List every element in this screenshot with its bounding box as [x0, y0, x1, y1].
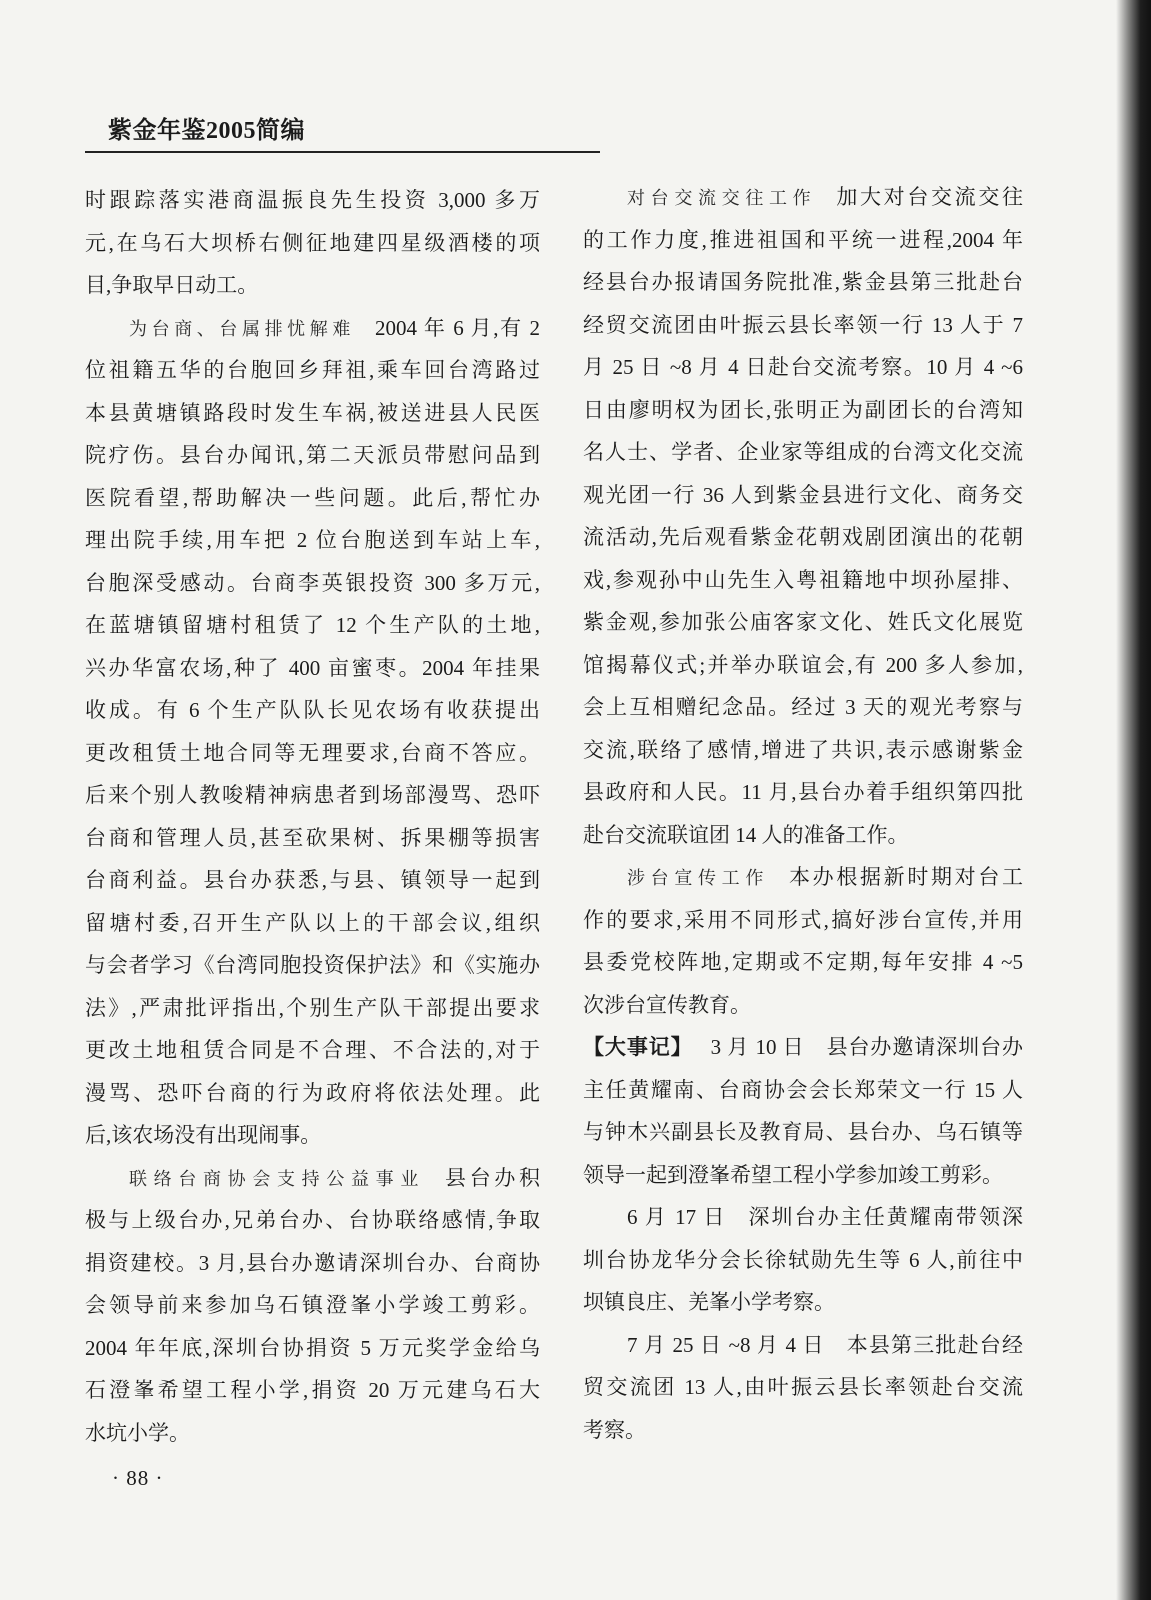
- line-text: 石澄峯希望工程小学,捐资 20 万元建乌石大: [85, 1378, 540, 1402]
- line-text: 戏,参观孙中山先生入粤祖籍地中坝孙屋排、: [583, 567, 1023, 592]
- line-text: 交流,联络了感情,增进了共识,表示感谢紫金: [583, 737, 1023, 762]
- text-line: [583, 941, 1023, 984]
- line-text: 2004 年 6 月,有 2: [374, 315, 541, 340]
- text-line: [583, 1366, 1023, 1409]
- line-text: 兴办华富农场,种了 400 亩蜜枣。2004 年挂果: [85, 655, 540, 680]
- line-text: 县政府和人民。11 月,县台办着手组织第四批: [583, 780, 1023, 804]
- text-line: [583, 771, 1023, 814]
- line-text: 圳台协龙华分会长徐轼勋先生等 6 人,前往中: [583, 1247, 1023, 1272]
- text-line: [583, 1154, 1023, 1197]
- line-text: 在蓝塘镇留塘村租赁了 12 个生产队的土地,: [85, 613, 540, 637]
- text-line: [583, 1196, 1023, 1239]
- line-text: 县台办积: [445, 1165, 540, 1190]
- line-text: 台胞深受感动。台商李英银投资 300 多万元,: [85, 570, 540, 595]
- text-line: [583, 346, 1023, 389]
- line-text: 与会者学习《台湾同胞投资保护法》和《实施办: [85, 953, 540, 977]
- line-text: 捐资建校。3 月,县台办邀请深圳台办、台商协: [85, 1250, 540, 1275]
- line-text: 深圳台办主任黄耀南带领深: [748, 1205, 1023, 1229]
- text-line: [85, 944, 540, 987]
- line-text: 馆揭幕仪式;并举办联谊会,有 200 多人参加,: [583, 652, 1023, 677]
- text-line: [583, 644, 1023, 687]
- text-line: [85, 477, 540, 520]
- line-text: 加大对台交流交往: [836, 185, 1024, 209]
- text-line: [85, 689, 540, 732]
- line-text: 更改土地租赁合同是不合理、不合法的,对于: [85, 1038, 540, 1062]
- line-text: 主任黄耀南、台商协会会长郑荣文一行 15 人: [583, 1077, 1023, 1102]
- text-line: [583, 601, 1023, 644]
- text-line: [85, 859, 540, 902]
- scan-edge-shadow: [1116, 0, 1151, 1600]
- header-rule: [85, 151, 600, 153]
- line-text: 作的要求,采用不同形式,搞好涉台宣传,并用: [583, 907, 1023, 932]
- line-text: 会领导前来参加乌石镇澄峯小学竣工剪彩。: [85, 1293, 540, 1317]
- section-heading: 涉台宣传工作: [627, 868, 769, 888]
- text-line: [85, 1369, 540, 1412]
- line-text: 更改租赁土地合同等无理要求,台商不答应。: [85, 740, 540, 765]
- line-text: 紫金观,参加张公庙客家文化、姓氏文化展览: [583, 610, 1023, 634]
- line-text: 次涉台宣传教育。: [583, 992, 751, 1017]
- text-line: [85, 264, 540, 307]
- text-line: [85, 1327, 540, 1370]
- text-line: [583, 899, 1023, 942]
- line-text: 日由廖明权为团长,张明正为副团长的台湾知: [583, 397, 1023, 422]
- text-line: [85, 307, 540, 350]
- paragraph: [583, 176, 1023, 856]
- line-text: 本办根据新时期对台工: [789, 865, 1023, 889]
- line-text: 名人士、学者、企业家等组成的台湾文化交流: [583, 440, 1023, 464]
- text-line: [85, 604, 540, 647]
- paragraph: [583, 856, 1023, 1026]
- text-line: [85, 732, 540, 775]
- line-text: 漫骂、恐吓台商的行为政府将依法处理。此: [85, 1080, 540, 1105]
- text-line: [583, 176, 1023, 219]
- line-text: 台商利益。县台办获悉,与县、镇领导一起到: [85, 868, 540, 892]
- text-line: [85, 519, 540, 562]
- text-line: [85, 434, 540, 477]
- paragraph: [85, 1157, 540, 1455]
- paragraph: [583, 1026, 1023, 1196]
- line-text: 留塘村委,召开生产队以上的干部会议,组织: [85, 910, 540, 935]
- text-line: [583, 814, 1023, 857]
- line-text: 贸交流团 13 人,由叶振云县长率领赴台交流: [583, 1375, 1023, 1399]
- text-line: [85, 222, 540, 265]
- entry-date: 3 月 10 日: [710, 1035, 805, 1059]
- line-text: 水坑小学。: [85, 1420, 190, 1445]
- text-line: [583, 1281, 1023, 1324]
- line-text: 县委党校阵地,定期或不定期,每年安排 4 ~5: [583, 950, 1023, 974]
- text-line: [583, 1069, 1023, 1112]
- line-text: 极与上级台办,兄弟台办、台协联络感情,争取: [85, 1208, 540, 1232]
- text-line: [583, 729, 1023, 772]
- text-line: [85, 1242, 540, 1285]
- entry-date: 7 月 25 日 ~8 月 4 日: [627, 1332, 825, 1357]
- text-line: [85, 1072, 540, 1115]
- paragraph: [85, 179, 540, 307]
- text-line: [85, 1199, 540, 1242]
- text-line: [583, 686, 1023, 729]
- chronicle-label: 【大事记】: [583, 1035, 693, 1059]
- text-line: [583, 1324, 1023, 1367]
- line-text: 的工作力度,推进祖国和平统一进程,2004 年: [583, 227, 1023, 252]
- line-text: 领导一起到澄峯希望工程小学参加竣工剪彩。: [583, 1162, 1003, 1187]
- text-line: [85, 1029, 540, 1072]
- text-line: [85, 1284, 540, 1327]
- line-text: 医院看望,帮助解决一些问题。此后,帮忙办: [85, 485, 540, 510]
- line-text: 后,该农场没有出现闹事。: [85, 1123, 322, 1147]
- line-text: 赴台交流联谊团 14 人的准备工作。: [583, 822, 909, 847]
- line-text: 法》,严肃批评指出,个别生产队干部提出要求: [85, 995, 540, 1020]
- line-text: 元,在乌石大坝桥右侧征地建四星级酒楼的项: [85, 230, 540, 255]
- text-line: [583, 516, 1023, 559]
- text-line: [583, 304, 1023, 347]
- line-text: 理出院手续,用车把 2 位台胞送到车站上车,: [85, 528, 540, 552]
- text-line: [85, 902, 540, 945]
- text-line: [583, 261, 1023, 304]
- text-line: [583, 984, 1023, 1027]
- line-text: 坝镇良庄、羌峯小学考察。: [583, 1290, 835, 1314]
- text-line: [583, 856, 1023, 899]
- line-text: 本县黄塘镇路段时发生车祸,被送进县人民医: [85, 400, 540, 425]
- text-line: [583, 1409, 1023, 1452]
- text-line: [583, 1026, 1023, 1069]
- line-text: 经贸交流团由叶振云县长率领一行 13 人于 7: [583, 312, 1023, 337]
- text-line: [85, 1157, 540, 1200]
- line-text: 台商和管理人员,甚至砍果树、拆果棚等损害: [85, 825, 540, 850]
- text-line: [583, 1239, 1023, 1282]
- page-number: · 88 ·: [112, 1466, 164, 1490]
- section-heading: 联络台商协会支持公益事业: [129, 1168, 425, 1189]
- text-line: [85, 647, 540, 690]
- text-line: [85, 1114, 540, 1157]
- running-header-title: 紫金年鉴2005简编: [108, 118, 305, 144]
- text-line: [85, 987, 540, 1030]
- line-text: 位祖籍五华的台胞回乡拜祖,乘车回台湾路过: [85, 358, 540, 382]
- line-text: 流活动,先后观看紫金花朝戏剧团演出的花朝: [583, 525, 1023, 549]
- text-line: [85, 817, 540, 860]
- text-line: [583, 559, 1023, 602]
- section-heading: 对台交流交往工作: [627, 188, 817, 208]
- line-text: 收成。有 6 个生产队队长见农场有收获提出: [85, 698, 540, 722]
- line-text: 月 25 日 ~8 月 4 日赴台交流考察。10 月 4 ~6: [583, 355, 1023, 379]
- text-line: [85, 179, 540, 222]
- text-line: [85, 1412, 540, 1455]
- text-line: [85, 392, 540, 435]
- line-text: 时跟踪落实港商温振良先生投资 3,000 多万: [85, 188, 540, 212]
- text-line: [85, 774, 540, 817]
- text-line: [583, 219, 1023, 262]
- right-text-column: [583, 176, 1023, 1451]
- paragraph: [583, 1324, 1023, 1452]
- line-text: 院疗伤。县台办闻讯,第二天派员带慰问品到: [85, 443, 540, 467]
- line-text: 本县第三批赴台经: [846, 1332, 1023, 1357]
- text-line: [583, 1111, 1023, 1154]
- line-text: 会上互相赠纪念品。经过 3 天的观光考察与: [583, 695, 1023, 719]
- text-line: [583, 474, 1023, 517]
- paragraph: [85, 307, 540, 1157]
- left-text-column: [85, 179, 540, 1454]
- text-line: [583, 431, 1023, 474]
- line-text: 县台办邀请深圳台办: [826, 1035, 1024, 1059]
- line-text: 与钟木兴副县长及教育局、县台办、乌石镇等: [583, 1120, 1023, 1144]
- line-text: 目,争取早日动工。: [85, 273, 259, 297]
- line-text: 经县台办报请国务院批准,紫金县第三批赴台: [583, 270, 1023, 294]
- section-heading: 为台商、台属排忧解难: [129, 318, 355, 339]
- text-line: [85, 562, 540, 605]
- entry-date: 6 月 17 日: [627, 1205, 727, 1229]
- line-text: 观光团一行 36 人到紫金县进行文化、商务交: [583, 482, 1023, 507]
- line-text: 后来个别人教唆精神病患者到场部漫骂、恐吓: [85, 783, 540, 807]
- line-text: 2004 年年底,深圳台协捐资 5 万元奖学金给乌: [85, 1335, 540, 1360]
- paragraph: [583, 1196, 1023, 1324]
- line-text: 考察。: [583, 1417, 646, 1442]
- text-line: [583, 389, 1023, 432]
- text-line: [85, 349, 540, 392]
